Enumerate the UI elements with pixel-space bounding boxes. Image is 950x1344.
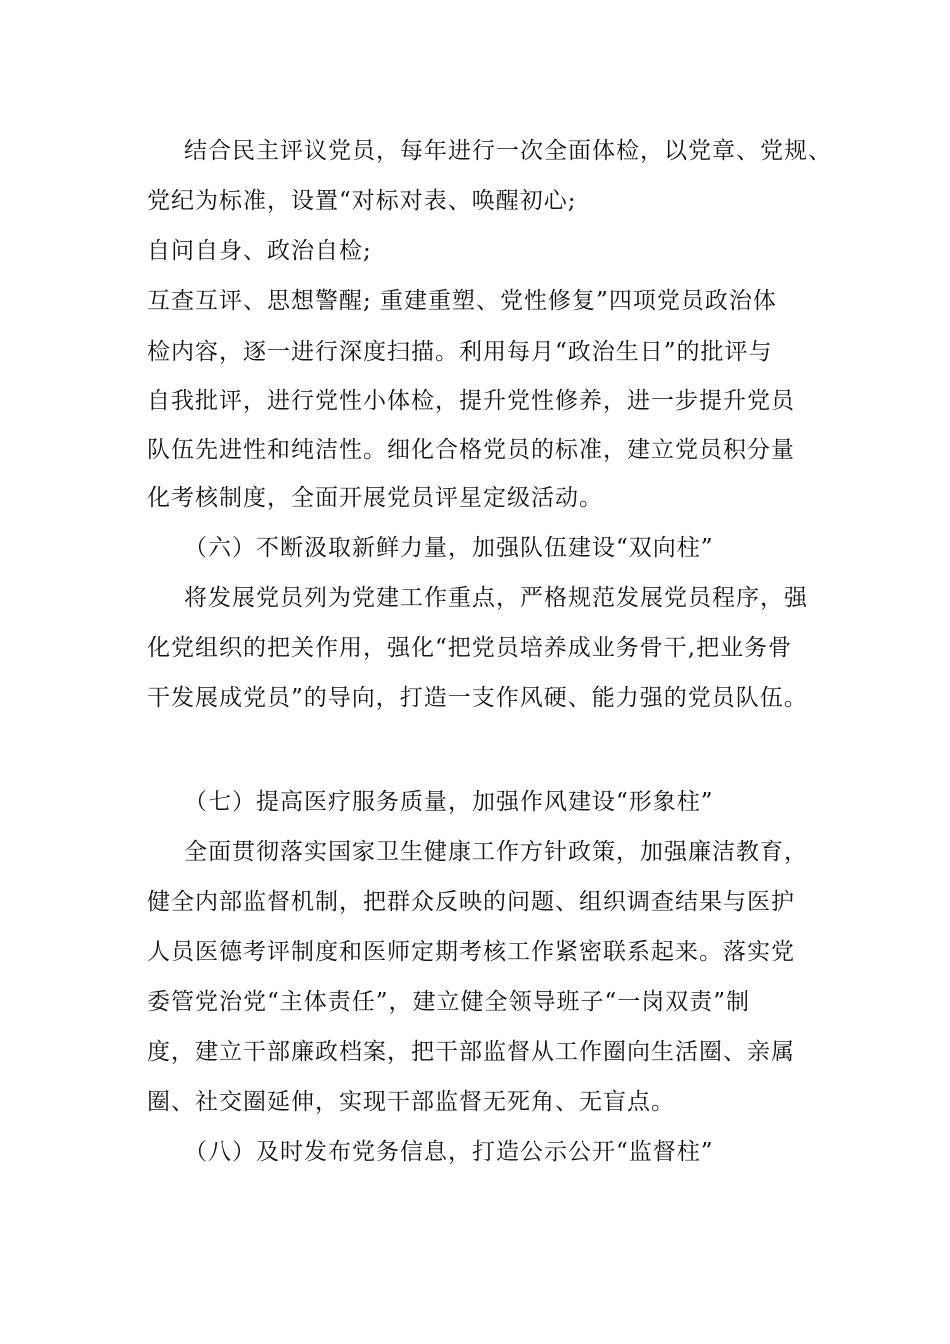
paragraph-line: 干发展成党员”的导向，打造一支作风硬、能力强的党员队伍。 xyxy=(147,685,808,711)
section-heading-8: （八）及时发布党务信息，打造公示公开“监督柱” xyxy=(184,1139,714,1165)
paragraph-line: 人员医德考评制度和医师定期考核工作紧密联系起来。落实党 xyxy=(147,939,795,965)
paragraph-line: 圈、社交圈延伸，实现干部监督无死角、无盲点。 xyxy=(147,1089,675,1115)
paragraph-line: 委管党治党“主体责任”，建立健全领导班子“一岗双责”制 xyxy=(147,989,751,1015)
section-heading-6: （六）不断汲取新鲜力量，加强队伍建设“双向柱” xyxy=(184,535,714,561)
paragraph-line: 化党组织的把关作用，强化“把党员培养成业务骨干,把业务骨 xyxy=(147,635,793,661)
paragraph-line: 全面贯彻落实国家卫生健康工作方针政策，加强廉洁教育， xyxy=(184,839,808,865)
paragraph-line: 队伍先进性和纯洁性。细化合格党员的标准，建立党员积分量 xyxy=(147,437,795,463)
paragraph-line: 自问自身、政治自检; xyxy=(147,238,372,264)
paragraph-line: 自我批评，进行党性小体检，提升党性修养，进一步提升党员 xyxy=(147,388,795,414)
paragraph-line: 结合民主评议党员，每年进行一次全面体检，以党章、党规、 xyxy=(184,138,832,164)
paragraph-line: 党纪为标准，设置“对标对表、唤醒初心; xyxy=(147,188,577,214)
paragraph-line: 度，建立干部廉政档案，把干部监督从工作圈向生活圈、亲属 xyxy=(147,1039,795,1065)
paragraph-line: 健全内部监督机制，把群众反映的问题、组织调查结果与医护 xyxy=(147,889,795,915)
paragraph-line: 将发展党员列为党建工作重点，严格规范发展党员程序，强 xyxy=(184,585,808,611)
paragraph-line: 互查互评、思想警醒; 重建重塑、党性修复”四项党员政治体 xyxy=(147,288,777,314)
paragraph-line: 检内容，逐一进行深度扫描。利用每月“政治生日”的批评与 xyxy=(147,339,773,365)
section-heading-7: （七）提高医疗服务质量，加强作风建设“形象柱” xyxy=(184,789,714,815)
paragraph-line: 化考核制度，全面开展党员评星定级活动。 xyxy=(147,485,603,511)
